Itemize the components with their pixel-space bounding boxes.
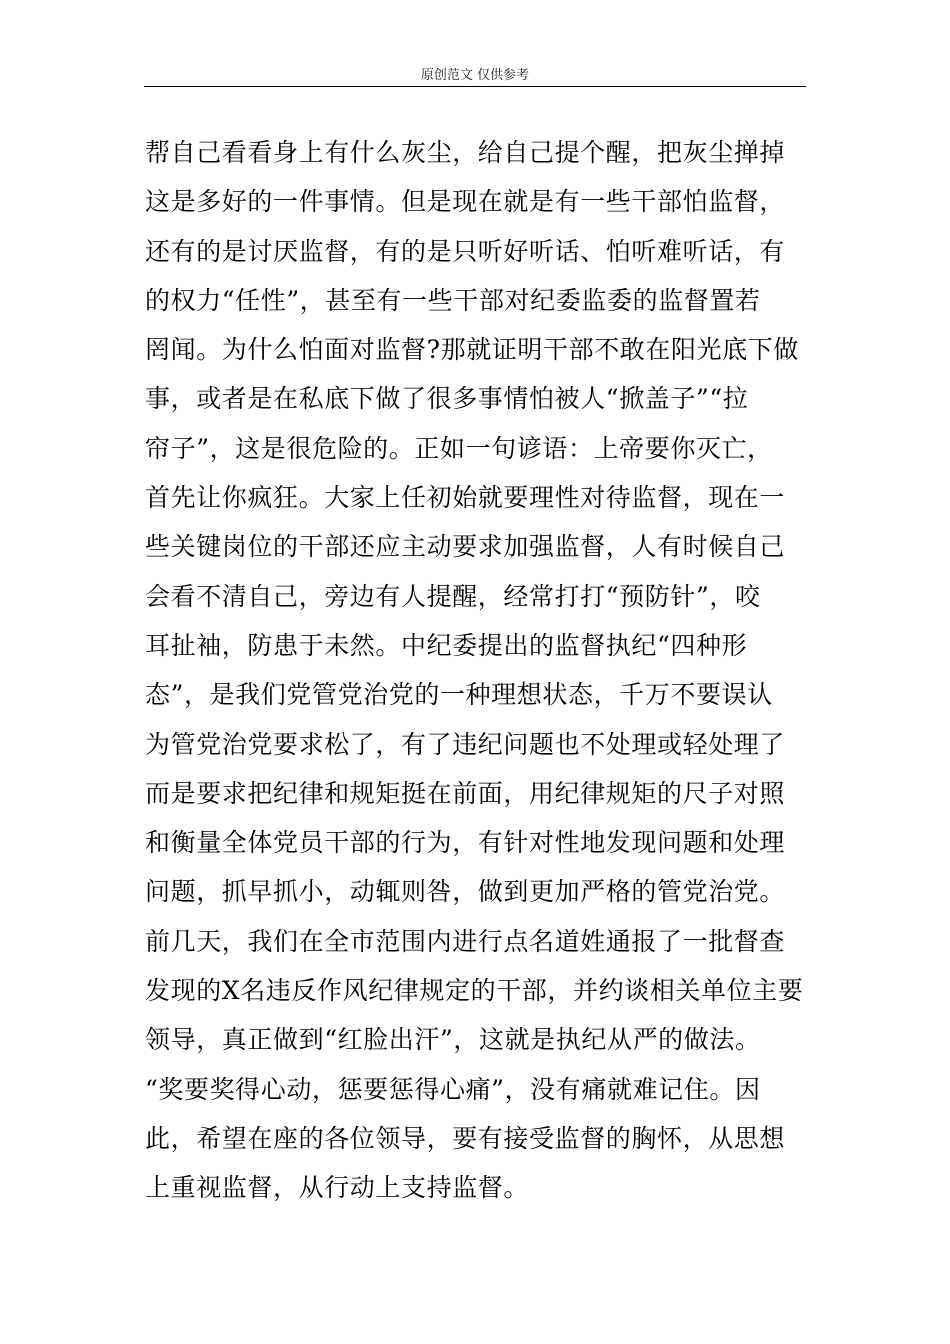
header-divider bbox=[144, 86, 806, 87]
body-line: 前几天，我们在全市范围内进行点名道姓通报了一批督查 bbox=[145, 926, 786, 956]
page-header: 原创范文 仅供参考 bbox=[420, 68, 530, 83]
body-line: 而是要求把纪律和规矩挺在前面，用纪律规矩的尺子对照 bbox=[145, 778, 786, 808]
body-line: 的权力“任性”，甚至有一些干部对纪委监委的监督置若 bbox=[145, 285, 761, 315]
body-text bbox=[145, 128, 807, 1213]
body-line: 此，希望在座的各位领导，要有接受监督的胸怀，从思想 bbox=[145, 1123, 786, 1153]
body-line: 领导，真正做到“红脸出汗”，这就是执纪从严的做法。 bbox=[145, 1025, 761, 1055]
body-line: 事，或者是在私底下做了很多事情怕被人“掀盖子”“拉 bbox=[145, 384, 749, 414]
body-line: 会看不清自己，旁边有人提醒，经常打打“预防针”，咬 bbox=[145, 581, 761, 611]
body-line: 帮自己看看身上有什么灰尘，给自己提个醒，把灰尘掸掉 bbox=[145, 138, 786, 167]
body-line: 帘子”，这是很危险的。正如一句谚语：上帝要你灭亡， bbox=[145, 433, 773, 463]
body-line: 罔闻。为什么怕面对监督?那就证明干部不敢在阳光底下做 bbox=[145, 335, 800, 365]
body-line: “奖要奖得心动，惩要惩得心痛”，没有痛就难记住。因 bbox=[145, 1074, 761, 1104]
body-line: 首先让你疯狂。大家上任初始就要理性对待监督，现在一 bbox=[145, 483, 786, 513]
body-line: 这是多好的一件事情。但是现在就是有一些干部怕监督， bbox=[145, 187, 786, 217]
body-line: 耳扯袖，防患于未然。中纪委提出的监督执纪“四种形 bbox=[145, 630, 748, 660]
body-line: 为管党治党要求松了，有了违纪问题也不处理或轻处理了 bbox=[145, 729, 786, 759]
body-line: 些关键岗位的干部还应主动要求加强监督，人有时候自己 bbox=[145, 532, 786, 562]
body-line: 上重视监督，从行动上支持监督。 bbox=[145, 1173, 530, 1203]
body-line: 发现的X名违反作风纪律规定的干部，并约谈相关单位主要 bbox=[145, 976, 804, 1006]
body-line: 态”，是我们党管党治党的一种理想状态，千万不要误认 bbox=[145, 680, 773, 710]
body-line: 还有的是讨厌监督，有的是只听好听话、怕听难听话，有 bbox=[145, 236, 786, 266]
body-line: 问题，抓早抓小，动辄则咎，做到更加严格的管党治党。 bbox=[145, 877, 786, 907]
body-line: 和衡量全体党员干部的行为，有针对性地发现问题和处理 bbox=[145, 828, 786, 858]
